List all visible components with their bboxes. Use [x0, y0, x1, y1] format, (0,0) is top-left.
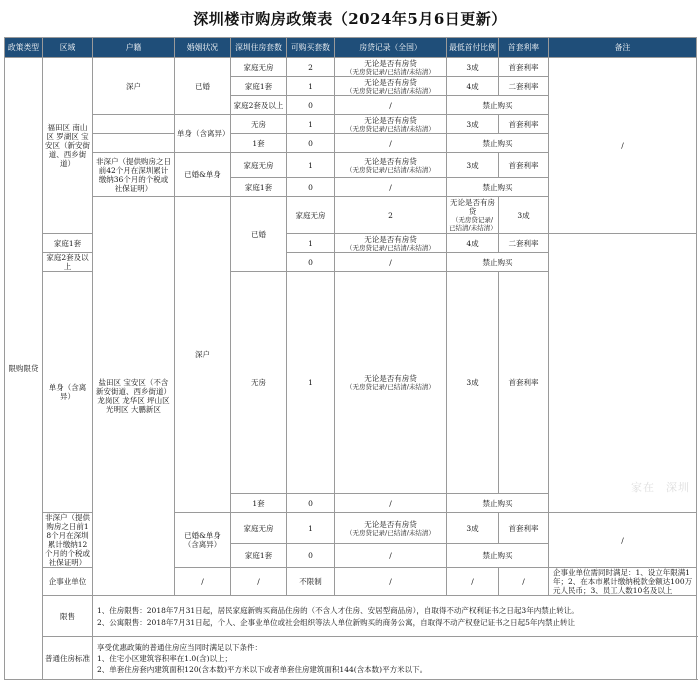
count-cell: 1	[287, 234, 335, 253]
homes-cell: 家庭2套及以上	[231, 96, 287, 115]
homes-cell: 家庭无房	[231, 58, 287, 77]
homes-cell: 1套	[231, 134, 287, 153]
downpay-cell: /	[447, 568, 499, 596]
marital-cell: 已婚&单身	[175, 153, 231, 197]
count-cell: 0	[287, 178, 335, 197]
homes-cell: 家庭无房	[231, 153, 287, 178]
rate-cell: 二套利率	[499, 77, 549, 96]
rate-cell: /	[499, 568, 549, 596]
count-cell: 0	[287, 96, 335, 115]
count-cell: 2	[335, 197, 447, 234]
count-cell: 1	[287, 77, 335, 96]
header-cell: 可购买套数	[287, 38, 335, 58]
loan-cell: /	[335, 494, 447, 513]
hukou-cell: 深户	[175, 197, 231, 513]
homes-cell: 无房	[231, 115, 287, 134]
loan-cell: /	[335, 134, 447, 153]
downpay-cell: 3成	[447, 58, 499, 77]
header-row	[5, 38, 697, 58]
marital-cell: 已婚&单身（含离异）	[175, 513, 231, 568]
count-cell: 0	[287, 494, 335, 513]
count-cell: 1	[287, 513, 335, 544]
section-label: 限售	[43, 596, 93, 637]
rate-cell: 二套利率	[499, 234, 549, 253]
homes-cell: /	[231, 568, 287, 596]
rate-cell: 首套利率	[499, 115, 549, 134]
homes-cell: 家庭无房	[287, 197, 335, 234]
hukou-cell: 非深户（提供购房之日前18个月在深圳累计缴纳12个月的个税或社保证明）	[43, 513, 93, 568]
ban-cell: 禁止购买	[447, 96, 549, 115]
policy-table	[4, 37, 697, 680]
downpay-cell: 3成	[447, 272, 499, 494]
header-cell: 婚姻状况	[175, 38, 231, 58]
enterprise-cell: 企事业单位	[43, 568, 93, 596]
remark-cell: /	[549, 58, 697, 234]
loan-cell: 无论是否有房贷 （无房贷记录/已结清/未结清）	[447, 197, 499, 234]
marital-cell: 单身（含离异）	[175, 115, 231, 153]
rate-cell: 首套利率	[499, 272, 549, 494]
area-cell: 盐田区 宝安区（不含新安街道、西乡街道）龙岗区 龙华区 坪山区 光明区 大鹏新区	[93, 197, 175, 596]
loan-cell: /	[335, 568, 447, 596]
loan-cell: 无论是否有房贷 （无房贷记录/已结清/未结清）	[335, 115, 447, 134]
hukou-cell: 深户	[93, 58, 175, 115]
ban-cell: 禁止购买	[447, 178, 549, 197]
policy-type-cell: 限购限贷	[5, 58, 43, 680]
limit-sale-text: 1、住房限售：2018年7月31日起，居民家庭新购买商品住房的（不含人才住房、安居型商品房），自取得不动产权利证书之日起3年内禁止转让。 2、公寓限售：2018年7月31日起，个人、企事业单位或社会组织等法人单位新购买的商务公寓，自取得不动产权登记证书之日起5年内禁止转让	[93, 596, 697, 637]
homes-cell: 1套	[231, 494, 287, 513]
page-title: 深圳楼市购房政策表（2024年5月6日更新）	[193, 9, 507, 28]
header-cell: 政策类型	[5, 38, 43, 58]
header-cell: 深圳住房套数	[231, 38, 287, 58]
loan-cell: 无论是否有房贷 （无房贷记录/已结清/未结清）	[335, 153, 447, 178]
homes-cell: 家庭1套	[43, 234, 93, 253]
downpay-cell: 3成	[447, 153, 499, 178]
downpay-cell: 3成	[447, 115, 499, 134]
loan-cell: /	[335, 178, 447, 197]
count-cell: 0	[287, 544, 335, 568]
count-cell: 1	[287, 115, 335, 134]
count-cell: 1	[287, 272, 335, 494]
header-cell: 备注	[549, 38, 697, 58]
marital-cell: 已婚	[231, 197, 287, 272]
loan-cell: 无论是否有房贷 （无房贷记录/已结清/未结清）	[335, 513, 447, 544]
ban-cell: 禁止购买	[447, 544, 549, 568]
header-cell: 房贷记录（全国）	[335, 38, 447, 58]
downpay-cell: 4成	[447, 77, 499, 96]
marital-cell: 已婚	[175, 58, 231, 115]
ban-cell: 禁止购买	[447, 253, 549, 272]
loan-cell: 无论是否有房贷 （无房贷记录/已结清/未结清）	[335, 58, 447, 77]
downpay-cell: 3成	[447, 513, 499, 544]
count-cell: 0	[287, 134, 335, 153]
ban-cell: 禁止购买	[447, 494, 549, 513]
homes-cell: 家庭1套	[231, 178, 287, 197]
homes-cell: 家庭1套	[231, 544, 287, 568]
hukou-cell	[93, 134, 175, 153]
hukou-cell	[93, 115, 175, 134]
homes-cell: 无房	[231, 272, 287, 494]
count-cell: 0	[287, 253, 335, 272]
remark-cell: 企事业单位需同时满足：1、设立年限满1年；2、在本市累计缴纳税款金额达100万元人民币；3、员工人数10名及以上	[549, 568, 697, 596]
loan-cell: 无论是否有房贷 （无房贷记录/已结清/未结清）	[335, 234, 447, 253]
loan-cell: 无论是否有房贷 （无房贷记录/已结清/未结清）	[335, 272, 447, 494]
homes-cell: 家庭1套	[231, 77, 287, 96]
marital-cell: 单身（含离异）	[43, 272, 93, 513]
downpay-cell: 3成	[499, 197, 549, 234]
header-cell: 户籍	[93, 38, 175, 58]
marital-cell: /	[175, 568, 231, 596]
header-cell: 区域	[43, 38, 93, 58]
table-row	[5, 596, 697, 637]
count-cell: 1	[287, 153, 335, 178]
rate-cell: 首套利率	[499, 513, 549, 544]
remark-cell: /	[549, 513, 697, 568]
loan-cell: 无论是否有房贷 （无房贷记录/已结清/未结清）	[335, 77, 447, 96]
area-cell: 福田区 南山区 罗湖区 宝安区（新安街道、西乡街道）	[43, 58, 93, 234]
watermark-logo: 家在 深圳	[631, 481, 690, 494]
header-cell: 最低首付比例	[447, 38, 499, 58]
count-cell: 不限制	[287, 568, 335, 596]
section-label: 普通住房标准	[43, 637, 93, 680]
loan-cell: /	[335, 253, 447, 272]
hukou-cell: 非深户（提供购房之日前42个月在深圳累计缴纳36个月的个税或社保证明）	[93, 153, 175, 197]
table-row	[5, 637, 697, 680]
loan-cell: /	[335, 544, 447, 568]
rate-cell: 首套利率	[499, 153, 549, 178]
ban-cell: 禁止购买	[447, 134, 549, 153]
homes-cell: 家庭无房	[231, 513, 287, 544]
homes-cell: 家庭2套及以上	[43, 253, 93, 272]
count-cell: 2	[287, 58, 335, 77]
rate-cell: 首套利率	[499, 58, 549, 77]
loan-cell: /	[335, 96, 447, 115]
table-row	[5, 58, 697, 77]
normal-standard-text: 享受优惠政策的普通住房应当同时满足以下条件： 1、住宅小区建筑容积率在1.0(含)以上； 2、单套住房套内建筑面积120(含本数)平方米以下或者单套住房建筑面积144(含本数)平方米以下。	[93, 637, 697, 680]
downpay-cell: 4成	[447, 234, 499, 253]
header-cell: 首套利率	[499, 38, 549, 58]
